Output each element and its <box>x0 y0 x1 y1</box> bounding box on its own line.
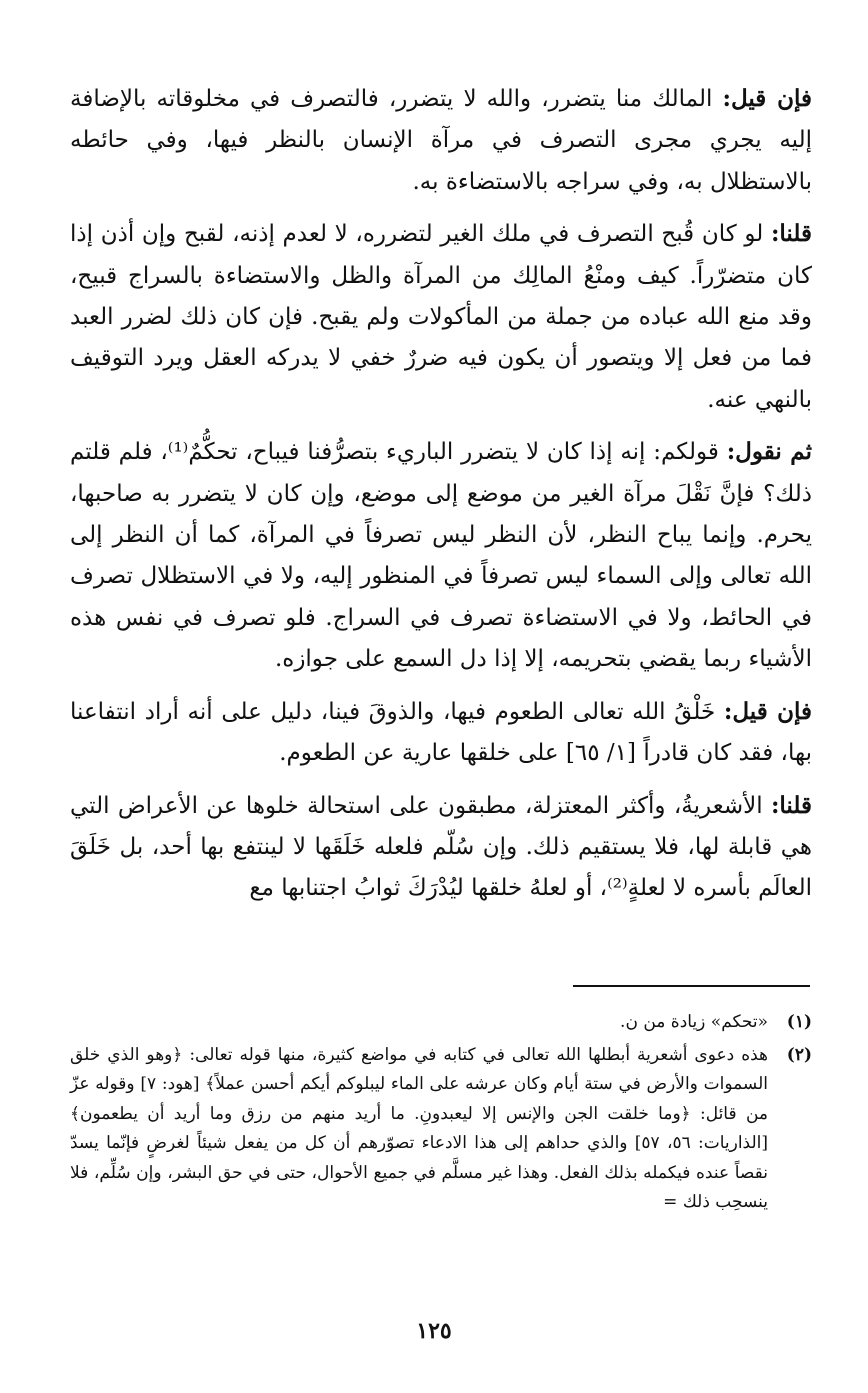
paragraph-3 <box>70 431 812 680</box>
footnote-1-text: «تحكم» زيادة من ن. <box>620 1012 768 1032</box>
paragraph-1 <box>70 78 812 203</box>
paragraph-3-text: قولكم: إنه إذا كان لا يتضرر الباريء بتصرُّفنا فيباح، تحكُّمٌ⁽¹⁾، فلم قلتم ذلك؟ فإنَّ نَقْلَ مرآة الغير من موضع إلى موضع، وإن كان لا يتضرر به صاحبها، يحرم. وإنما يباح النظر، لأن النظر ليس تصرفاً في المرآة، كما أن النظر إلى الله تعالى وإلى السماء ليس تصرفاً في المنظور إليه، ولا في الاستظلال تصرف في الحائط، ولا في الاستضاءة تصرف في السراج. فلو تصرف في نفس هذه الأشياء ربما يقضي بتحريمه، إلا إذا دل السمع على جوازه. <box>70 439 812 673</box>
footnote-2-number: (٢) <box>786 1044 812 1065</box>
paragraph-2-lead: قلنا: <box>770 220 812 248</box>
footnote-1-number: (١) <box>786 1012 812 1032</box>
paragraph-1-lead: فإن قيل: <box>722 85 812 112</box>
paragraph-3-lead: ثم نقول: <box>726 438 813 466</box>
paragraph-2-text: لو كان قُبح التصرف في ملك الغير لتضرره، لا لعدم إذنه، لقبح وإن أذن إذا كان متضرّراً. كيف ومنْعُ المالِك من المرآة والظل والاستضاءة بالسراج قبيح، وقد منع الله عباده من جملة من المأكولات ولم يقبح. فإن كان ذلك لضرر العبد فما من فعل إلا ويتصور أن يكون فيه ضررٌ خفي لا يدركه العقل ويرد التوقيف بالنهي عنه. <box>70 221 812 413</box>
footnote-2 <box>70 1041 812 1218</box>
main-text <box>70 78 812 920</box>
paragraph-4-text: خَلْقُ الله تعالى الطعوم فيها، والذوقَ فينا، دليل على أنه أراد انتفاعنا بها، فقد كان قادراً [١/ ٦٥] على خلقها عارية عن الطعوم. <box>70 698 812 767</box>
paragraph-1-text: المالك منا يتضرر، والله لا يتضرر، فالتصرف في مخلوقاته بالإضافة إليه يجري مجرى التصرف في مرآة الإنسان بالنظر فيها، وفي حائطه بالاستظلال به، وفي سراجه بالاستضاءة به. <box>70 86 812 195</box>
footnote-2-text: هذه دعوى أشعرية أبطلها الله تعالى في كتابه في مواضع كثيرة، منها قوله تعالى: ﴿وهو الذي خلق السموات والأرض في ستة أيام وكان عرشه على الماء ليبلوكم أيكم أحسن عملاً﴾ [هود: ٧] وقوله عزّ من قائل: ﴿وما خلقت الجن والإنس إلا ليعبدونِ. ما أريد منهم من رزق وما أريد أن يطعمون﴾ [الذاريات: ٥٦، ٥٧] والذي حداهم إلى هذا الادعاء تصوّرهم أن كل من يفعل شيئاً لغرضٍ فإنّما يسدّ نقصاً عنده فيكمله بذلك الفعل. وهذا غير مسلَّم في جميع الأحوال، حتى في حق البشر، وإن سُلِّم، فلا ينسحِب ذلك = <box>70 1044 769 1212</box>
paragraph-5 <box>70 785 812 910</box>
footnotes <box>70 1008 812 1221</box>
paragraph-5-text: الأشعريةُ، وأكثر المعتزلة، مطبقون على استحالة خلوها عن الأعراض التي هي قابلة لها، فلا يستقيم ذلك. وإن سُلّم فلعله خَلَقَها لا لينتفع بها أحد، بل خَلَقَ العالَم بأسره لا لعلةٍ⁽²⁾، أو لعلهُ خلقها ليُدْرَكَ ثوابُ اجتنابها مع <box>70 792 812 902</box>
footnote-1 <box>70 1008 812 1038</box>
page-number: ١٢٥ <box>416 1318 452 1344</box>
footnote-separator <box>573 985 810 987</box>
paragraph-4-lead: فإن قيل: <box>723 697 812 725</box>
paragraph-4 <box>70 691 812 775</box>
paragraph-5-lead: قلنا: <box>770 791 812 819</box>
paragraph-2 <box>70 213 812 421</box>
